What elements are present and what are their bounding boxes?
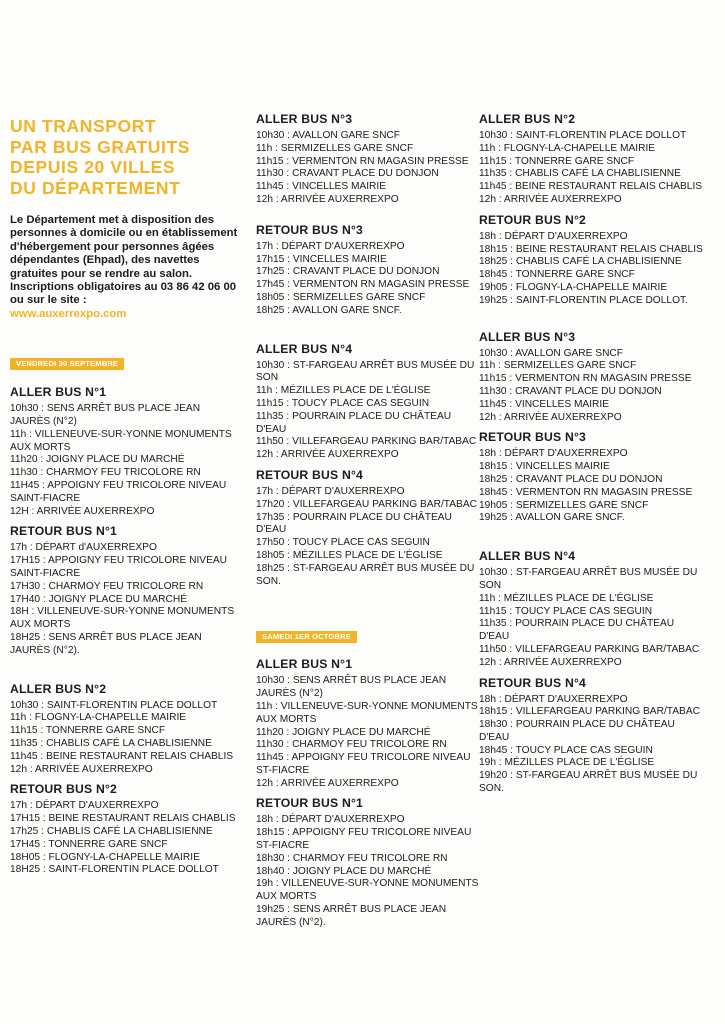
schedule-stop: 12h : ARRIVÉE AUXERREXPO bbox=[10, 763, 153, 775]
schedule-stop: 19h25 : SENS ARRÊT BUS PLACE JEAN JAURÈS (N°2). bbox=[256, 904, 447, 928]
schedule-stop: 19h : MÉZILLES PLACE DE L'ÉGLISE bbox=[479, 757, 655, 769]
schedule-stop: 10h30 : SENS ARRÊT BUS PLACE JEAN JAURÈS (N°2) bbox=[256, 675, 447, 700]
schedule-stop: 10h30 : SENS ARRÊT BUS PLACE JEAN JAURÈS (N°2) bbox=[10, 403, 201, 428]
schedule-stop: 18h45 : TOUCY PLACE CAS SEGUIN bbox=[479, 744, 653, 756]
schedule-stop: 19h25 : SAINT-FLORENTIN PLACE DOLLOT. bbox=[479, 294, 688, 306]
bus-schedule bbox=[10, 524, 238, 657]
schedule-stop: 18h15 : BEINE RESTAURANT RELAIS CHABLIS bbox=[479, 243, 703, 255]
schedule-stop: 11h35 : POURRAIN PLACE DU CHÂTEAU D'EAU bbox=[256, 410, 452, 435]
middle-column bbox=[256, 112, 484, 938]
schedule-stop: 11h : MÉZILLES PLACE DE L'ÉGLISE bbox=[479, 592, 654, 604]
schedule-stop: 18h : DÉPART D'AUXERREXPO bbox=[256, 814, 405, 826]
schedule-stop: 17H45 : TONNERRE GARE SNCF bbox=[10, 838, 168, 850]
schedule-stop: 18h15 : VINCELLES MAIRIE bbox=[479, 461, 610, 473]
schedule-stop: 17h : DÉPART D'AUXERREXPO bbox=[10, 800, 159, 812]
schedule-stop: 17h50 : TOUCY PLACE CAS SEGUIN bbox=[256, 537, 430, 549]
schedule-list-saturday-c bbox=[479, 112, 707, 796]
schedule-stop: 10h30 : AVALLON GARE SNCF bbox=[479, 347, 624, 359]
schedule-stop: 17H15 : BEINE RESTAURANT RELAIS CHABLIS bbox=[10, 813, 236, 825]
bus-schedule bbox=[479, 549, 707, 669]
schedule-stop: 19h20 : ST-FARGEAU ARRÊT BUS MUSÉE DU SON. bbox=[479, 770, 698, 795]
schedule-stop: 11h30 : CHARMOY FEU TRICOLORE RN bbox=[10, 467, 201, 479]
schedule-title: RETOUR BUS N°1 bbox=[256, 796, 363, 811]
schedule-title: RETOUR BUS N°2 bbox=[479, 212, 586, 227]
bus-schedule bbox=[10, 682, 238, 777]
schedule-stop: 18h05 : SERMIZELLES GARE SNCF bbox=[256, 291, 426, 303]
schedule-stop: 18h45 : VERMENTON RN MAGASIN PRESSE bbox=[479, 486, 693, 498]
bus-schedule bbox=[10, 385, 238, 518]
schedule-stop: 11h45 : VINCELLES MAIRIE bbox=[479, 398, 610, 410]
intro-text: Le Département met à disposition des personnes à domicile ou en établissement d'hébergement pour personnes âgées dépendantes (Ehpad), des navettes gratuites pour se rendre au salon. Inscriptions obligatoires au 03 86 42 06 00 ou sur le site : bbox=[10, 214, 238, 307]
schedule-title: RETOUR BUS N°3 bbox=[256, 222, 363, 237]
schedule-stop: 11h45 : APPOIGNY FEU TRICOLORE NIVEAU ST-FIACRE bbox=[256, 752, 471, 776]
schedule-stop: 18h30 : CHARMOY FEU TRICOLORE RN bbox=[256, 852, 448, 864]
schedule-stop: 11h15 : TONNERRE GARE SNCF bbox=[10, 725, 166, 737]
schedule-stop: 11h35 : CHABLIS CAFÉ LA CHABLISIENNE bbox=[479, 168, 681, 180]
schedule-stop: 18h30 : POURRAIN PLACE DU CHÂTEAU D'EAU bbox=[479, 719, 675, 743]
schedule-stop: 12h : ARRIVÉE AUXERREXPO bbox=[256, 449, 399, 461]
schedule-stop: 11h : SERMIZELLES GARE SNCF bbox=[479, 360, 637, 372]
headline-line: PAR BUS GRATUITS bbox=[10, 136, 191, 157]
schedule-title: ALLER BUS N°1 bbox=[256, 657, 353, 672]
schedule-stop: 11h : SERMIZELLES GARE SNCF bbox=[256, 142, 414, 154]
schedule-stop: 11h50 : VILLEFARGEAU PARKING BAR/TABAC bbox=[256, 436, 477, 448]
bus-schedule bbox=[256, 468, 484, 588]
schedule-stop: 12h : ARRIVÉE AUXERREXPO bbox=[256, 193, 399, 205]
schedule-title: ALLER BUS N°3 bbox=[256, 112, 353, 126]
schedule-title: ALLER BUS N°3 bbox=[479, 329, 576, 344]
headline-line: DU DÉPARTEMENT bbox=[10, 177, 181, 198]
schedule-stop: 17h45 : VERMENTON RN MAGASIN PRESSE bbox=[256, 279, 470, 291]
schedule-stop: 11h15 : TOUCY PLACE CAS SEGUIN bbox=[479, 605, 653, 617]
schedule-title: ALLER BUS N°1 bbox=[10, 385, 107, 400]
bus-schedule bbox=[479, 213, 707, 308]
bus-schedule bbox=[479, 112, 707, 207]
schedule-stop: 19h05 : SERMIZELLES GARE SNCF bbox=[479, 499, 649, 511]
schedule-stop: 11h15 : TONNERRE GARE SNCF bbox=[479, 155, 635, 167]
schedule-stop: 18H05 : FLOGNY-LA-CHAPELLE MAIRIE bbox=[10, 851, 200, 863]
schedule-stop: 12h : ARRIVÉE AUXERREXPO bbox=[479, 656, 622, 668]
schedule-stop: 12h : ARRIVÉE AUXERREXPO bbox=[479, 411, 622, 423]
schedule-title: RETOUR BUS N°3 bbox=[479, 430, 586, 445]
schedule-title: ALLER BUS N°4 bbox=[479, 549, 576, 564]
schedule-stop: 10h30 : ST-FARGEAU ARRÊT BUS MUSÉE DU SON bbox=[479, 567, 698, 591]
schedule-stop: 11h45 : VINCELLES MAIRIE bbox=[256, 181, 387, 193]
schedule-stop: 10h30 : AVALLON GARE SNCF bbox=[256, 130, 401, 141]
schedule-list-saturday-b bbox=[256, 657, 484, 929]
schedule-stop: 18h40 : JOIGNY PLACE DU MARCHÉ bbox=[256, 865, 432, 877]
schedule-stop: 12h : ARRIVÉE AUXERREXPO bbox=[479, 193, 622, 205]
schedule-stop: 18h45 : TONNERRE GARE SNCF bbox=[479, 269, 635, 281]
schedule-stop: 10h30 : SAINT-FLORENTIN PLACE DOLLOT bbox=[479, 130, 687, 141]
bus-schedule bbox=[256, 112, 484, 207]
schedule-stop: 17h35 : POURRAIN PLACE DU CHÂTEAU D'EAU bbox=[256, 511, 452, 536]
schedule-stop: 10h30 : SAINT-FLORENTIN PLACE DOLLOT bbox=[10, 699, 218, 711]
schedule-stop: 18H : VILLENEUVE-SUR-YONNE MONUMENTS AUX MORTS bbox=[10, 606, 235, 631]
schedule-stop: 17h25 : CRAVANT PLACE DU DONJON bbox=[256, 266, 440, 278]
bus-schedule bbox=[479, 676, 707, 796]
day-tag-saturday: SAMEDI 1ER OCTOBRE bbox=[256, 631, 357, 643]
schedule-stop: 11h15 : VERMENTON RN MAGASIN PRESSE bbox=[256, 155, 469, 167]
schedule-stop: 18H25 : SAINT-FLORENTIN PLACE DOLLOT bbox=[10, 864, 219, 876]
schedule-stop: 11h35 : POURRAIN PLACE DU CHÂTEAU D'EAU bbox=[479, 618, 675, 643]
schedule-stop: 18h : DÉPART D'AUXERREXPO bbox=[479, 230, 628, 242]
schedule-stop: 17h : DÉPART D'AUXERREXPO bbox=[256, 240, 405, 252]
schedule-stop: 18h25 : ST-FARGEAU ARRÊT BUS MUSÉE DU SON. bbox=[256, 562, 475, 587]
schedule-stop: 18h25 : AVALLON GARE SNCF. bbox=[256, 304, 402, 316]
schedule-stop: 18h15 : VILLEFARGEAU PARKING BAR/TABAC bbox=[479, 706, 700, 718]
schedule-title: ALLER BUS N°2 bbox=[479, 112, 576, 126]
schedule-title: RETOUR BUS N°4 bbox=[479, 675, 586, 690]
schedule-stop: 11h20 : JOIGNY PLACE DU MARCHÉ bbox=[10, 454, 185, 466]
schedule-stop: 11h15 : TOUCY PLACE CAS SEGUIN bbox=[256, 397, 430, 409]
schedule-stop: 19h05 : FLOGNY-LA-CHAPELLE MAIRIE bbox=[479, 281, 668, 293]
schedule-stop: 11h : VILLENEUVE-SUR-YONNE MONUMENTS AUX MORTS bbox=[10, 428, 232, 453]
right-column bbox=[479, 112, 707, 804]
schedule-stop: 11H45 : APPOIGNY FEU TRICOLORE NIVEAU SAINT-FIACRE bbox=[10, 480, 227, 504]
schedule-stop: 11h35 : CHABLIS CAFÉ LA CHABLISIENNE bbox=[10, 737, 212, 749]
schedule-stop: 10h30 : ST-FARGEAU ARRÊT BUS MUSÉE DU SON bbox=[256, 359, 475, 384]
schedule-stop: 11h15 : VERMENTON RN MAGASIN PRESSE bbox=[479, 373, 692, 385]
schedule-stop: 18h05 : MÉZILLES PLACE DE L'ÉGLISE bbox=[256, 549, 443, 561]
schedule-stop: 11h30 : CHARMOY FEU TRICOLORE RN bbox=[256, 739, 447, 751]
headline-line: UN TRANSPORT bbox=[10, 116, 157, 136]
schedule-stop: 11h : MÉZILLES PLACE DE L'ÉGLISE bbox=[256, 385, 431, 397]
schedule-stop: 17h : DÉPART D'AUXERREXPO bbox=[256, 485, 405, 497]
bus-schedule bbox=[256, 223, 484, 318]
website-link[interactable]: www.auxerrexpo.com bbox=[10, 307, 127, 320]
headline bbox=[10, 116, 238, 198]
schedule-title: RETOUR BUS N°2 bbox=[10, 782, 117, 797]
schedule-stop: 17h25 : CHABLIS CAFÉ LA CHABLISIENNE bbox=[10, 825, 213, 837]
schedule-stop: 18h25 : CRAVANT PLACE DU DONJON bbox=[479, 473, 663, 485]
schedule-stop: 11h20 : JOIGNY PLACE DU MARCHÉ bbox=[256, 726, 431, 738]
schedule-stop: 11h45 : BEINE RESTAURANT RELAIS CHABLIS bbox=[10, 750, 234, 762]
schedule-stop: 17H40 : JOIGNY PLACE DU MARCHÉ bbox=[10, 593, 188, 605]
day-tag-friday: VENDREDI 30 SEPTEMBRE bbox=[10, 358, 124, 370]
schedule-stop: 12H : ARRIVÉE AUXERREXPO bbox=[10, 505, 155, 517]
bus-schedule bbox=[479, 330, 707, 425]
schedule-stop: 17h20 : VILLEFARGEAU PARKING BAR/TABAC bbox=[256, 498, 477, 510]
schedule-stop: 11h50 : VILLEFARGEAU PARKING BAR/TABAC bbox=[479, 643, 700, 655]
schedule-stop: 11h45 : BEINE RESTAURANT RELAIS CHABLIS bbox=[479, 181, 703, 193]
schedule-stop: 18h15 : APPOIGNY FEU TRICOLORE NIVEAU ST-FIACRE bbox=[256, 827, 472, 852]
headline-line: DEPUIS 20 VILLES bbox=[10, 157, 176, 177]
schedule-stop: 18h : DÉPART D'AUXERREXPO bbox=[479, 448, 628, 460]
schedule-stop: 17h : DÉPART d'AUXERREXPO bbox=[10, 542, 157, 554]
schedule-title: RETOUR BUS N°4 bbox=[256, 467, 363, 482]
bus-schedule bbox=[256, 657, 484, 790]
left-column bbox=[10, 116, 238, 885]
schedule-list-friday-a bbox=[10, 385, 238, 877]
schedule-stop: 19h : VILLENEUVE-SUR-YONNE MONUMENTS AUX MORTS bbox=[256, 878, 479, 903]
schedule-stop: 12h : ARRIVÉE AUXERREXPO bbox=[256, 777, 399, 789]
schedule-stop: 17h15 : VINCELLES MAIRIE bbox=[256, 253, 387, 265]
schedule-stop: 11h30 : CRAVANT PLACE DU DONJON bbox=[479, 385, 662, 397]
schedule-stop: 18h25 : CHABLIS CAFÉ LA CHABLISIENNE bbox=[479, 256, 682, 268]
schedule-stop: 17H15 : APPOIGNY FEU TRICOLORE NIVEAU SAINT-FIACRE bbox=[10, 555, 228, 580]
bus-schedule bbox=[256, 796, 484, 929]
schedule-stop: 17H30 : CHARMOY FEU TRICOLORE RN bbox=[10, 580, 204, 592]
schedule-stop: 11h : VILLENEUVE-SUR-YONNE MONUMENTS AUX MORTS bbox=[256, 700, 478, 725]
schedule-title: ALLER BUS N°2 bbox=[10, 681, 107, 696]
schedule-stop: 19h25 : AVALLON GARE SNCF. bbox=[479, 512, 625, 524]
schedule-title: ALLER BUS N°4 bbox=[256, 341, 353, 356]
bus-schedule bbox=[10, 782, 238, 877]
schedule-stop: 18H25 : SENS ARRÊT BUS PLACE JEAN JAURÈS (N°2). bbox=[10, 632, 202, 656]
schedule-stop: 11h : FLOGNY-LA-CHAPELLE MAIRIE bbox=[10, 712, 187, 724]
schedule-stop: 18h : DÉPART D'AUXERREXPO bbox=[479, 693, 628, 705]
bus-schedule bbox=[479, 430, 707, 525]
schedule-title: RETOUR BUS N°1 bbox=[10, 524, 117, 539]
bus-schedule bbox=[256, 342, 484, 462]
schedule-stop: 11h30 : CRAVANT PLACE DU DONJON bbox=[256, 168, 439, 180]
schedule-list-friday-b bbox=[256, 112, 484, 588]
schedule-stop: 11h : FLOGNY-LA-CHAPELLE MAIRIE bbox=[479, 142, 656, 154]
